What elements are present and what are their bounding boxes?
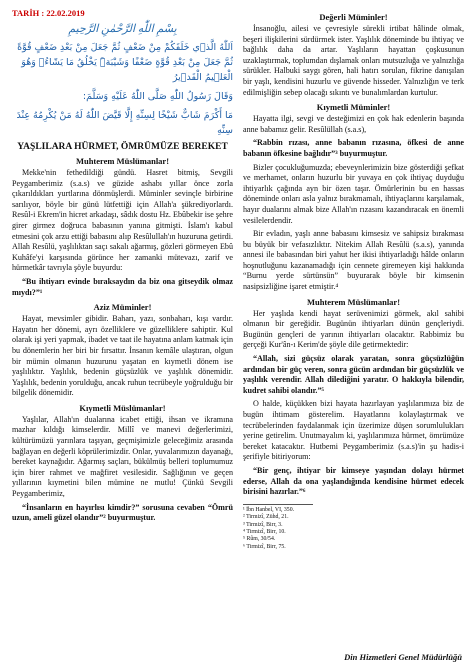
quotation: “Bu ihtiyarı evinde bıraksaydın da biz ona gitseydik olmaz mıydı?”¹ <box>12 276 233 297</box>
paragraph: Hayat, mevsimler gibidir. Baharı, yazı, sonbaharı, kışı vardır. Hayatın her dönemi, ayrı özelliklere ve güzelliklere sahiptir. Kul olarak işi yeri yapmak, ibadet ve taat ile hayatına anlam katmak için bu dönemlerin her biri bir fırsattır. İnsanın kemâle ulaştıran, olgun bir mümin olmanın huzurunu yaşatan en kıymetli dönem ise yaşlılıktır. Yaşlılık, bedenin güçsüzlük ve yaşlılık dönemidir. Yaşlılık, bedenin yorulduğu, ancak ruhun tecrübeyle yoğrulduğu bir bilgelik dönemidir. <box>12 314 233 398</box>
footnote: ³ Tirmizî, Birr, 3. <box>243 521 283 528</box>
paragraph: Bir evladın, yaşlı anne babasını kimsesiz ve sahipsiz bırakması bu büyük bir vefasızlıktır. Nitekim Allah Resûlü (s.a.s), yanında annesi ile babasından biri yahut her ikisi ihtiyarladığı hâlde onların hoşnutluğunu kazanamadığı için cennete giremeyen kişi hakkında “Burnu yerde sürtünsün” buyurarak böyle bir kimsenin nasipsizliğine işaret etmiştir.⁴ <box>243 229 464 292</box>
footnotes <box>243 504 313 551</box>
footnote: ¹ İbn Hanbel, VI, 350. <box>243 506 295 513</box>
left-column <box>12 8 233 664</box>
footnote: ⁶ Tirmizî, Birr, 75. <box>243 543 286 550</box>
right-column <box>243 8 464 664</box>
signature: Din Hizmetleri Genel Müdürlüğü <box>344 652 462 662</box>
section-heading: Muhterem Müslümanlar! <box>75 156 170 166</box>
footnote: ⁴ Tirmizî, Birr, 10. <box>243 528 286 535</box>
paragraph: İnsanoğlu, ailesi ve çevresiyle sürekli irtibat hâlinde olmak, beşeri ilişkilerini sürdürmek ister. Yaşlılık döneminde bu ihtiyaç ve bağlılık daha da artar. Yaşlıların hayattan çoşkusunun uzaklaştırmak, toplumdan dışlamak onları mutsuzluğa ve yalnızlığa sürükler. Halbuki saygı gören, hali hatırı sorulan, fikrine danışılan bir yaşlı, kendisini huzurlu ve güvende hisseder. Yalnızlığın ve terk edilmişliğin sebep olacağı sıkıntı ve bunalımlardan kurtulur. <box>243 24 464 97</box>
section-heading: Kıymetli Müslümanlar! <box>79 402 166 413</box>
arabic-hadith: مَا أَكْرَمَ شَابٌّ شَيْخًا لِسِنِّهِ إِلَّا قَيَّضَ اللّٰهُ لَهُ مَنْ يُكْرِمُهُ عِنْدَ سِنِّهِ <box>16 110 233 136</box>
paragraph: O halde, küçükken bizi hayata hazırlayan yaşlılarımıza biz de bugün ihtimam gösterelim. Hayatlarını kolaylaştırmak ve tecrübelerinden faydalanmak için üzerimize düşen sorumlulukları yerine getirelim. Unutmayalım ki, yaşlılarımıza hürmet, ömrümüze bereket katacaktır. Hutbemi Peygamberimiz (s.a.s)'in şu hadis-i şerifiyle bitiriyorum: <box>243 399 464 462</box>
bismillah-calligraphy: بِسْمِ اللّٰهِ الرَّحْمٰنِ الرَّحِيمِ <box>68 23 177 35</box>
paragraph: Bizler çocukluğumuzda; ebeveynlerimizin bize gösterdiği şefkat ve merhamet, onların huzurlu bir yuvaya en çok ihtiyaç duyduğu ihtiyarlık çağında ayn bir özen taşır. Ömürlerinin bu en hassas döneminde onları asla yalnız bırakmamalı, ihtiyaçlarını karşılamak, hayır dualarını almak bize Allah'ın rızasını kazandıracak en önemli vesilelerdendir. <box>243 162 464 225</box>
arabic-hadith-intro: وَقَالَ رَسُولُ اللّٰهِ صَلَّى اللّٰهُ عَلَيْهِ وَسَلَّمَ: <box>82 91 233 102</box>
quotation: “Rabbin rızası, anne babanın rızasına, öfkesi de anne babanın öfkesine bağlıdır”³ buyurmuştur. <box>243 138 464 158</box>
sermon-title: YAŞLILARA HÜRMET, ÖMRÜMÜZE BEREKET <box>17 142 228 152</box>
date-label: TARİH : 22.02.2019 <box>12 8 85 18</box>
columns <box>12 8 464 664</box>
section-heading: Muhterem Müslümanlar! <box>306 296 401 307</box>
section-heading: Kıymetli Müminler! <box>316 102 391 113</box>
section-heading: Aziz Müminler! <box>93 302 152 313</box>
paragraph: Mekke'nin fethedildiği gündü. Hasret bitmiş, Sevgili Peygamberimiz (s.a.s) ve güzide ashabı yıllar önce zorla çıkarıldıkları yurtlarına dönmüşlerdi. Müminler sevinçle birbirine sarılıyor, böyle bir günü lütfettiği için Allah'a şükrediyorlardı. Resûl-i Ekrem'in hicret arkadaşı, sâdık dostu Hz. Ebûbekir ise şehre girer girmez doğruca babasının yanına gitmişti. İslam'ı kabul etmesini çok arzu ettiği babasını alıp Resûlullah'ın huzuruna getirdi. Allah Resûlü, yaşlılıktan saçı sakalı ağarmış, gözleri görmeyen Ebû Kuhâfe'yi karşısında görünce her zamanki mütevazı, zarif ve hürmetkâr tavrıyla şöyle buyurdu: <box>12 168 233 273</box>
section-heading: Değerli Müminler! <box>319 12 388 22</box>
paragraph: Hayatta ilgi, sevgi ve desteğimizi en çok hak edenlerin başında anne babamız gelir. Resûlüllah (s.a.s), <box>243 114 464 134</box>
quotation: “Allah, sizi güçsüz olarak yaratan, sonra güçsüzlüğün ardından bir güç veren, sonra gücün ardından bir güçsüzlük ve yaşlılık verendir. Allah dilediğini yaratır. O hakkıyla bilendir, kudret sahibi olandır.”⁵ <box>243 354 464 395</box>
arabic-ayah: اَللّٰهُ الَّذ۪ي خَلَقَكُمْ مِنْ ضَعْفٍ ثُمَّ جَعَلَ مِنْ بَعْدِ ضَعْفٍ قُوَّةً ثُمَّ جَعَلَ مِنْ بَعْدِ قُوَّةٍ ضَعْفًا وَشَيْبَةًۜ يَخْلُقُ مَا يَشَٓاءُۚ وَهُوَ الْعَل۪يمُ الْقَد۪يرُ <box>17 42 233 83</box>
paragraph: Yaşlılar, Allah'ın dualarına icabet ettiği, ihsan ve ikramına mazhar kıldığı kimselerdir. Millî ve manevi değerlerimizi, kültürümüzü yarınlara taşıyan, geçmişimizle geleceğimiz arasında bağlayan en değerli köprülerimizdir. Onlar, yuvalarımızın dayanağı, bereket kaynağıdır. Ağarmış saçları, bükülmüş belleri toplumumuz için birer rahmet ve mağfiret vesilesidir. Sağlığının ve geçen yıllarının kıymetini bilen mümine ne mutlu! Çünkü Sevgili Peygamberimiz, <box>12 414 233 499</box>
footnote: ⁵ Rûm, 30/54. <box>243 536 276 543</box>
footnote: ² Tirmizî, Zühd, 21. <box>243 514 289 521</box>
paragraph: Her yaşlıda kendi hayat serüvenimizi görmek, akıl sahibi olmanın bir gereğidir. Bugünün ihtiyarları dünün gençleriydi. Bugünün gençleri de yarının ihtiyarları olacaktır. Rabbimiz bu gerçeği Kur'ân-ı Kerim'de şöyle dile getirmektedir: <box>243 308 464 350</box>
quotation: “Bir genç, ihtiyar bir kimseye yaşından dolayı hürmet ederse, Allah da ona yaşlandığında kendisine hürmet edecek birisini hazırlar.”⁶ <box>243 465 464 497</box>
quotation: “İnsanların en hayırlısı kimdir?” sorusuna cevaben “Ömrü uzun, ameli güzel olandır”² buyurmuştur. <box>12 502 233 523</box>
